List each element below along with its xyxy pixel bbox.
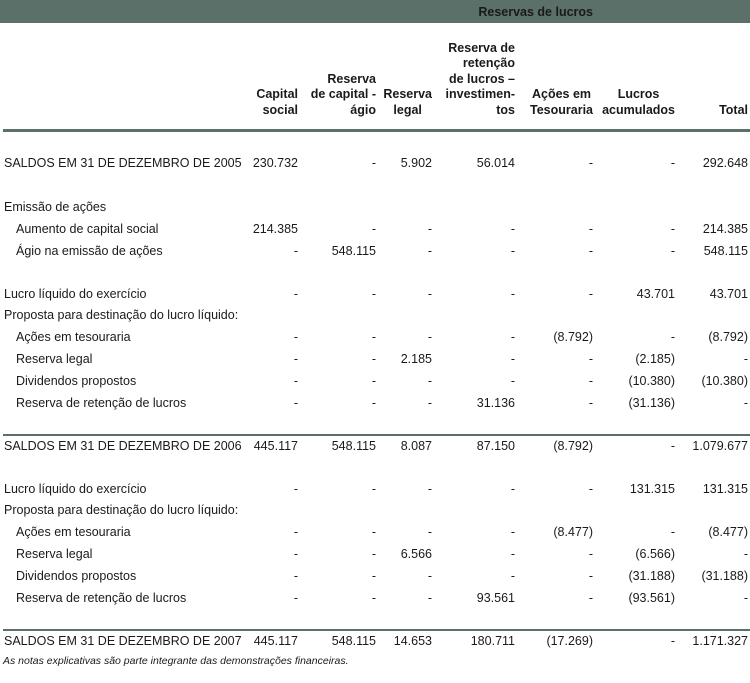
cell-value: - xyxy=(371,482,376,496)
table-row xyxy=(0,479,750,500)
row-label: Lucro líquido do exercício xyxy=(4,287,147,301)
header-line: de capital - xyxy=(310,87,376,101)
header-bottom-rule xyxy=(3,129,750,132)
cell-value: 548.115 xyxy=(331,244,376,258)
cell-value: - xyxy=(510,330,515,344)
cell-value: 214.385 xyxy=(702,222,748,236)
cell-value: - xyxy=(510,482,515,496)
cell-value: 56.014 xyxy=(476,156,515,170)
table-row xyxy=(0,566,750,587)
cell-value: 445.117 xyxy=(253,634,298,648)
row-label: Aumento de capital social xyxy=(16,222,159,236)
cell-value: - xyxy=(427,287,432,301)
header-reserva-retencao xyxy=(446,41,515,119)
table-row xyxy=(0,544,750,565)
cell-value: 214.385 xyxy=(252,222,298,236)
cell-value: (31.136) xyxy=(628,396,675,410)
row-label: SALDOS EM 31 DE DEZEMBRO DE 2006 xyxy=(4,439,242,453)
cell-value: - xyxy=(371,525,376,539)
cell-value: (31.188) xyxy=(628,569,675,583)
cell-value: 6.566 xyxy=(400,547,432,561)
cell-value: - xyxy=(510,525,515,539)
table-row xyxy=(0,588,750,609)
cell-value: - xyxy=(510,547,515,561)
cell-value: - xyxy=(293,525,298,539)
table-row xyxy=(0,436,750,457)
cell-value: 2.185 xyxy=(400,352,432,366)
cell-value: - xyxy=(293,569,298,583)
cell-value: - xyxy=(427,330,432,344)
row-label: Ações em tesouraria xyxy=(16,330,131,344)
header-line: Tesouraria xyxy=(530,102,593,117)
row-label: Lucro líquido do exercício xyxy=(4,482,147,496)
table-row xyxy=(0,631,750,652)
cell-value: - xyxy=(293,591,298,605)
cell-value: - xyxy=(427,569,432,583)
cell-value: - xyxy=(510,352,515,366)
table-row xyxy=(0,305,750,326)
cell-value: - xyxy=(371,287,376,301)
cell-value: - xyxy=(371,547,376,561)
cell-value: 180.711 xyxy=(470,634,515,648)
cell-value: - xyxy=(427,244,432,258)
cell-value: - xyxy=(588,352,593,366)
row-label: Ações em tesouraria xyxy=(16,525,131,539)
cell-value: 1.079.677 xyxy=(692,439,748,453)
cell-value: 548.115 xyxy=(703,244,748,258)
header-line: Lucros xyxy=(617,87,660,101)
header-reserva-capital xyxy=(311,72,376,119)
cell-value: (10.380) xyxy=(701,374,748,388)
header-line: investimen- xyxy=(445,87,515,101)
cell-value: - xyxy=(427,525,432,539)
table-row xyxy=(0,500,750,521)
table-row xyxy=(0,349,750,370)
row-label: SALDOS EM 31 DE DEZEMBRO DE 2007 xyxy=(4,634,242,648)
row-label: SALDOS EM 31 DE DEZEMBRO DE 2005 xyxy=(4,156,242,170)
cell-value: (31.188) xyxy=(701,569,748,583)
cell-value: 131.315 xyxy=(702,482,748,496)
table-row xyxy=(0,153,750,174)
cell-value: (10.380) xyxy=(628,374,675,388)
cell-value: - xyxy=(670,244,675,258)
cell-value: - xyxy=(588,396,593,410)
cell-value: - xyxy=(588,547,593,561)
header-capital-social xyxy=(256,87,298,118)
table-row xyxy=(0,371,750,392)
cell-value: 14.653 xyxy=(393,634,432,648)
cell-value: - xyxy=(510,569,515,583)
cell-value: 93.561 xyxy=(476,591,515,605)
cell-value: - xyxy=(371,396,376,410)
cell-value: - xyxy=(510,244,515,258)
footnote: As notas explicativas são parte integrante das demonstrações financeiras. xyxy=(3,655,349,667)
cell-value: 5.902 xyxy=(400,156,432,170)
cell-value: (93.561) xyxy=(628,591,675,605)
header-line: Capital xyxy=(256,87,298,101)
cell-value: (8.792) xyxy=(708,330,748,344)
header-line: retenção xyxy=(462,56,515,70)
cell-value: (6.566) xyxy=(635,547,675,561)
row-label: Proposta para destinação do lucro líquido: xyxy=(4,503,239,517)
row-label: Reserva de retenção de lucros xyxy=(16,396,187,410)
top-rule-left xyxy=(3,21,378,23)
cell-value: (8.477) xyxy=(553,525,593,539)
cell-value: - xyxy=(670,330,675,344)
cell-value: - xyxy=(371,330,376,344)
cell-value: - xyxy=(743,547,748,561)
cell-value: - xyxy=(371,222,376,236)
cell-value: - xyxy=(293,547,298,561)
top-rule-right xyxy=(600,21,750,23)
cell-value: 1.171.327 xyxy=(692,634,748,648)
top-rule-middle xyxy=(383,21,593,23)
cell-value: 31.136 xyxy=(476,396,515,410)
cell-value: - xyxy=(293,244,298,258)
header-line: Reserva xyxy=(327,71,376,86)
cell-value: - xyxy=(371,156,376,170)
cell-value: - xyxy=(588,591,593,605)
cell-value: - xyxy=(371,569,376,583)
table-row xyxy=(0,393,750,414)
cell-value: 43.701 xyxy=(709,287,748,301)
row-label: Reserva legal xyxy=(16,547,93,561)
cell-value: - xyxy=(293,352,298,366)
cell-value: - xyxy=(510,374,515,388)
header-line: Ações em xyxy=(531,87,592,101)
header-acoes-tesouraria xyxy=(530,87,593,118)
cell-value: - xyxy=(293,330,298,344)
cell-value: - xyxy=(743,396,748,410)
table-row xyxy=(0,197,750,218)
header-lucros-acumulados xyxy=(602,87,675,118)
cell-value: (8.792) xyxy=(553,439,593,453)
row-label: Reserva de retenção de lucros xyxy=(16,591,187,605)
cell-value: - xyxy=(588,222,593,236)
cell-value: - xyxy=(670,222,675,236)
cell-value: (17.269) xyxy=(546,634,593,648)
table-row xyxy=(0,327,750,348)
header-line: tos xyxy=(496,102,515,117)
cell-value: - xyxy=(510,222,515,236)
cell-value: - xyxy=(293,396,298,410)
header-line: ágio xyxy=(350,102,376,117)
header-reserva-legal xyxy=(383,87,432,118)
cell-value: 8.087 xyxy=(400,439,432,453)
cell-value: - xyxy=(743,591,748,605)
cell-value: 131.315 xyxy=(629,482,675,496)
cell-value: - xyxy=(510,287,515,301)
row-label: Dividendos propostos xyxy=(16,374,137,388)
cell-value: 87.150 xyxy=(476,439,515,453)
cell-value: - xyxy=(371,591,376,605)
cell-value: - xyxy=(293,287,298,301)
cell-value: - xyxy=(427,482,432,496)
header-line: acumulados xyxy=(602,102,675,117)
cell-value: - xyxy=(670,634,675,648)
header-line: Total xyxy=(719,102,748,117)
cell-value: - xyxy=(588,482,593,496)
cell-value: 548.115 xyxy=(331,634,376,648)
cell-value: - xyxy=(427,222,432,236)
cell-value: - xyxy=(427,396,432,410)
cell-value: - xyxy=(670,439,675,453)
cell-value: - xyxy=(427,374,432,388)
cell-value: (8.477) xyxy=(708,525,748,539)
cell-value: 548.115 xyxy=(331,439,376,453)
cell-value: - xyxy=(588,156,593,170)
cell-value: 292.648 xyxy=(702,156,748,170)
row-label: Dividendos propostos xyxy=(16,569,137,583)
cell-value: - xyxy=(371,352,376,366)
header-line: social xyxy=(262,102,298,117)
cell-value: - xyxy=(427,591,432,605)
cell-value: 445.117 xyxy=(253,439,298,453)
row-label: Ágio na emissão de ações xyxy=(16,244,163,258)
group-title-reservas-de-lucros: Reservas de lucros xyxy=(478,5,593,19)
header-total xyxy=(719,103,748,119)
cell-value: 43.701 xyxy=(636,287,675,301)
cell-value: - xyxy=(670,156,675,170)
header-line: de lucros – xyxy=(449,71,515,86)
cell-value: - xyxy=(743,352,748,366)
table-row xyxy=(0,284,750,305)
cell-value: - xyxy=(588,569,593,583)
header-line: Reserva de xyxy=(448,40,515,55)
cell-value: - xyxy=(293,482,298,496)
row-label: Reserva legal xyxy=(16,352,93,366)
cell-value: 230.732 xyxy=(252,156,298,170)
table-row xyxy=(0,241,750,262)
cell-value: - xyxy=(588,244,593,258)
cell-value: - xyxy=(371,374,376,388)
cell-value: (2.185) xyxy=(635,352,675,366)
table-row xyxy=(0,522,750,543)
header-line: Reserva xyxy=(383,87,432,101)
cell-value: (8.792) xyxy=(553,330,593,344)
table-row xyxy=(0,219,750,240)
cell-value: - xyxy=(670,525,675,539)
row-label: Proposta para destinação do lucro líquido: xyxy=(4,308,239,322)
header-line: legal xyxy=(393,102,422,117)
cell-value: - xyxy=(293,374,298,388)
cell-value: - xyxy=(588,287,593,301)
row-label: Emissão de ações xyxy=(4,200,107,214)
cell-value: - xyxy=(588,374,593,388)
